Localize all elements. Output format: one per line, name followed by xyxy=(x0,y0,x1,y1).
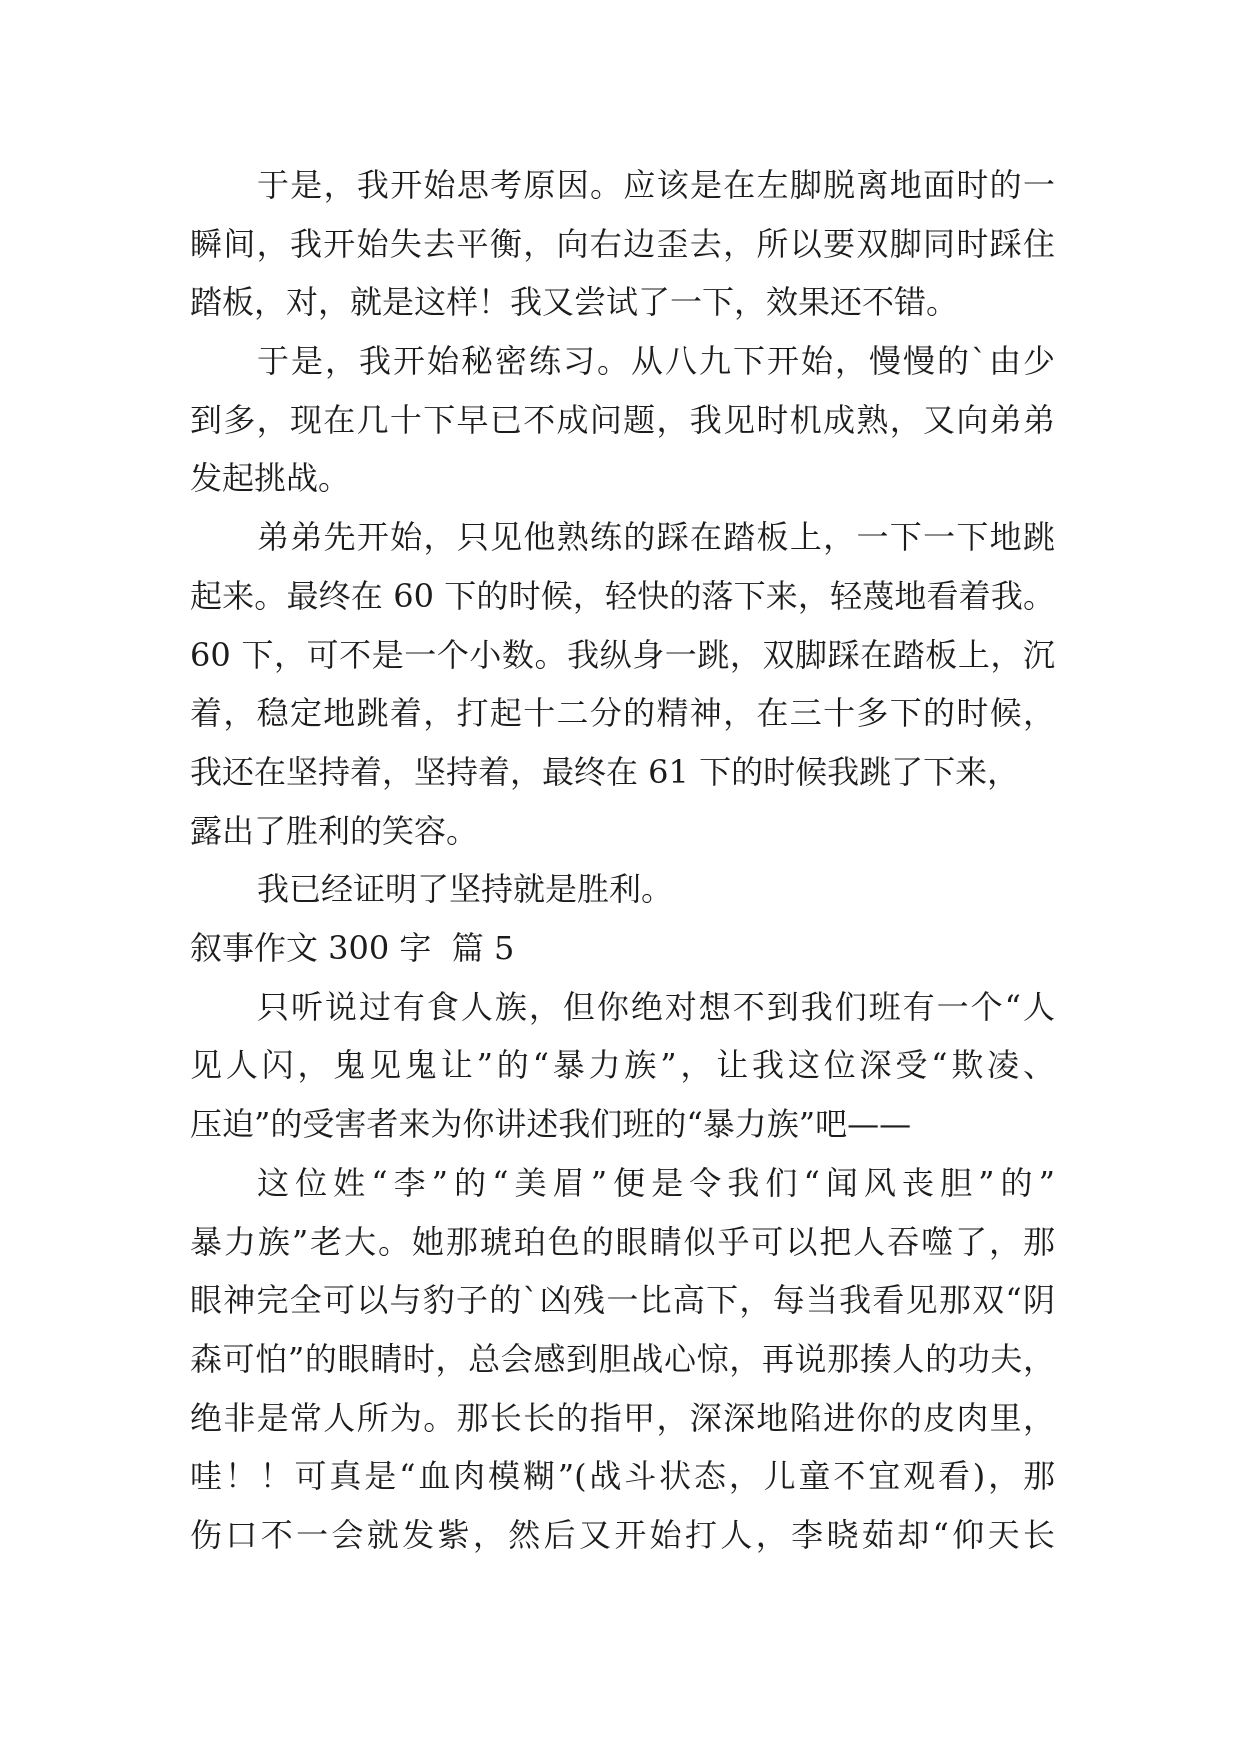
text-line: 我还在坚持着，坚持着，最终在 61 下的时候我跳了下来， xyxy=(190,753,1020,791)
text-line: 踏板，对，就是这样！我又尝试了一下，效果还不错。 xyxy=(190,283,959,321)
text-line: 60 下，可不是一个小数。我纵身一跳，双脚踩在踏板上，沉 xyxy=(190,636,1055,674)
text-line: 着，稳定地跳着，打起十二分的精神，在三十多下的时候， xyxy=(190,694,1055,732)
text-line: 哇！！可真是“血肉模糊”(战斗状态，儿童不宜观看)，那 xyxy=(190,1457,1055,1495)
text-line: 到多，现在几十下早已不成问题，我见时机成熟，又向弟弟 xyxy=(190,401,1055,439)
text-line: 发起挑战。 xyxy=(190,459,351,497)
section-heading: 叙事作文 300 字 篇 5 xyxy=(190,929,515,967)
text-line: 我已经证明了坚持就是胜利。 xyxy=(257,870,674,908)
text-line: 瞬间，我开始失去平衡，向右边歪去，所以要双脚同时踩住 xyxy=(190,225,1055,263)
text-line: 露出了胜利的笑容。 xyxy=(190,812,479,850)
text-line: 眼神完全可以与豹子的`凶残一比高下，每当我看见那双“阴 xyxy=(190,1281,1055,1319)
text-line: 于是，我开始思考原因。应该是在左脚脱离地面时的一 xyxy=(257,166,1055,204)
text-line: 森可怕”的眼睛时，总会感到胆战心惊，再说那揍人的功夫， xyxy=(190,1340,1055,1378)
text-line: 弟弟先开始，只见他熟练的踩在踏板上，一下一下地跳 xyxy=(257,518,1055,556)
text-line: 见人闪，鬼见鬼让”的“暴力族”，让我这位深受“欺凌、 xyxy=(190,1046,1055,1084)
text-line: 压迫”的受害者来为你讲述我们班的“暴力族”吧—— xyxy=(190,1105,912,1143)
text-line: 伤口不一会就发紫，然后又开始打人，李晓茹却“仰天长 xyxy=(190,1516,1055,1554)
text-line: 起来。最终在 60 下的时候，轻快的落下来，轻蔑地看着我。 xyxy=(190,577,1055,615)
text-line: 于是，我开始秘密练习。从八九下开始，慢慢的`由少 xyxy=(257,342,1055,380)
text-line: 只听说过有食人族，但你绝对想不到我们班有一个“人 xyxy=(257,988,1055,1026)
text-line: 暴力族”老大。她那琥珀色的眼睛似乎可以把人吞噬了，那 xyxy=(190,1223,1055,1261)
text-line: 这位姓“李”的“美眉”便是令我们“闻风丧胆”的” xyxy=(257,1164,1055,1202)
text-line: 绝非是常人所为。那长长的指甲，深深地陷进你的皮肉里， xyxy=(190,1399,1055,1437)
